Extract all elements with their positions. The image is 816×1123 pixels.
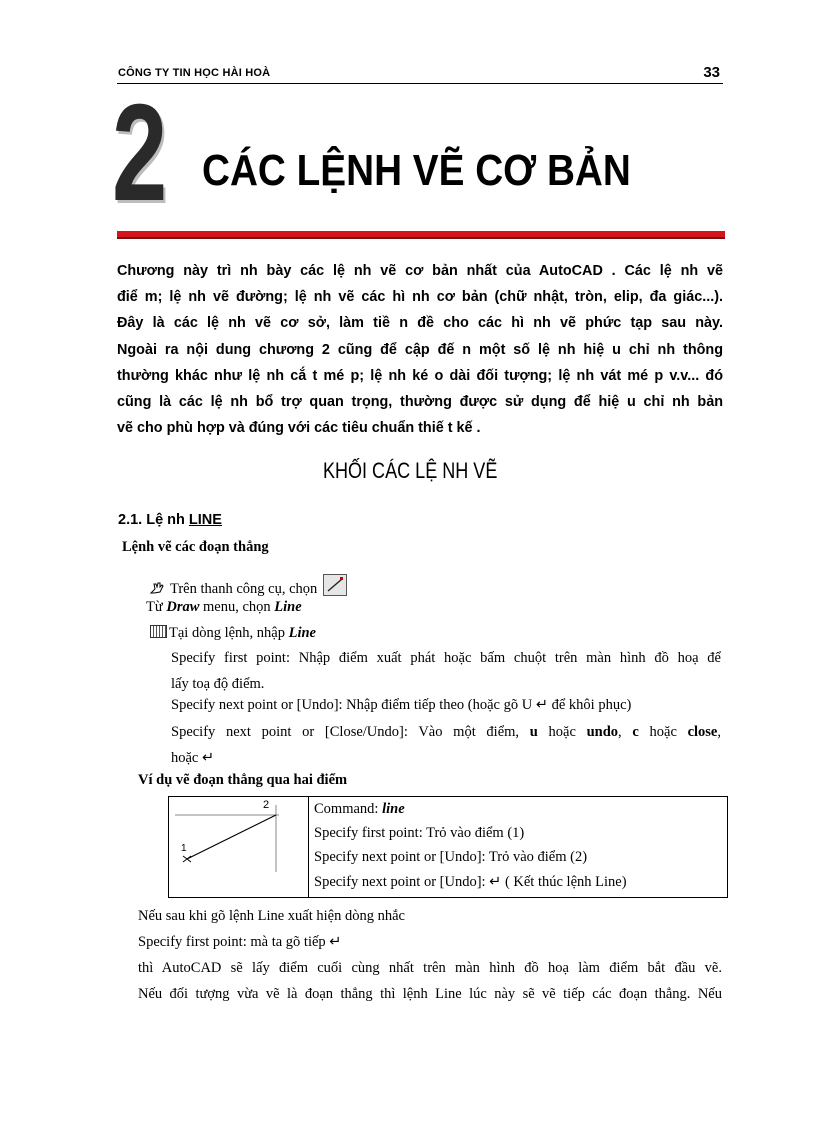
header-divider bbox=[117, 83, 723, 84]
close-u: u bbox=[529, 724, 538, 740]
prompt-first-point bbox=[171, 645, 721, 697]
example-table bbox=[168, 796, 728, 898]
section-prefix: 2.1. Lệ nh bbox=[118, 512, 189, 528]
close-close: close bbox=[687, 724, 718, 740]
intro-line: điể m; lệ nh vẽ đường; lệ nh vẽ các hì nh cơ bản (chữ nhật, tròn, elip, đa giác...). bbox=[117, 289, 723, 306]
example-step: Specify next point or [Undo]: ↵ ( Kết thúc lệnh Line) bbox=[314, 874, 627, 890]
close-or: hoặc bbox=[537, 724, 587, 740]
method-toolbar bbox=[150, 574, 347, 598]
intro-line: Ngoài ra nội dung chương 2 cũng để cập đế n một số lệ nh hiệ u chỉ nh thông bbox=[117, 341, 723, 358]
tail-line: thì AutoCAD sẽ lấy điểm cuối cùng nhất trên màn hình đồ hoạ làm điểm bắt đầu vẽ. bbox=[138, 960, 722, 976]
example-step: Specify next point or [Undo]: Trỏ vào điểm (2) bbox=[314, 849, 588, 865]
line-tool-icon bbox=[323, 574, 347, 596]
cmd-prefix: Command: bbox=[314, 801, 383, 817]
cmdline-prefix: Tại dòng lệnh, nhập bbox=[169, 625, 289, 641]
close-c: c bbox=[632, 724, 639, 740]
cmd-name: line bbox=[382, 801, 405, 817]
example-step: Specify first point: Trỏ vào điểm (1) bbox=[314, 825, 525, 841]
cmdline-command: Line bbox=[288, 625, 316, 641]
prompt-next-point: Specify next point or [Undo]: Nhập điểm tiếp theo (hoặc gõ U ↵ để khôi phục) bbox=[171, 697, 632, 713]
close-end: , bbox=[717, 724, 721, 740]
close-comma: , bbox=[618, 724, 633, 740]
point-label-2: 2 bbox=[263, 799, 270, 811]
chapter-number: 2 bbox=[112, 76, 168, 230]
prompt-line: Specify first point: Nhập điểm xuất phát hoặc bấm chuột trên màn hình đồ hoạ để bbox=[171, 650, 721, 666]
menu-name: Draw bbox=[166, 599, 200, 615]
tail-line: Specify first point: mà ta gõ tiếp ↵ bbox=[138, 934, 342, 950]
prompt-line: hoặc ↵ bbox=[171, 750, 215, 766]
block-title: KHỐI CÁC LỆ NH VẼ bbox=[322, 458, 498, 483]
section-heading bbox=[118, 512, 222, 528]
keyboard-icon bbox=[150, 625, 167, 638]
close-undo: undo bbox=[586, 724, 619, 740]
intro-line: Chương này trì nh bày các lệ nh vẽ cơ bản nhất của AutoCAD . Các lệ nh vẽ bbox=[117, 263, 723, 279]
menu-item: Line bbox=[274, 599, 302, 615]
point-marker-1 bbox=[183, 856, 191, 862]
intro-line: vẽ cho phù hợp và đúng với các tiêu chuẩn thiế t kế . bbox=[117, 420, 481, 437]
point-label-1: 1 bbox=[181, 843, 187, 854]
chapter-title: CÁC LỆNH VẼ CƠ BẢN bbox=[202, 146, 631, 195]
chapter-intro-paragraph bbox=[117, 258, 723, 441]
drawn-segment bbox=[187, 815, 276, 859]
page-number: 33 bbox=[703, 64, 720, 81]
intro-line: Đây là các lệ nh vẽ cơ sở, làm tiề n đề cho các hì nh vẽ phức tạp sau này. bbox=[117, 315, 723, 332]
prompt-line: lấy toạ độ điểm. bbox=[171, 676, 265, 692]
table-divider bbox=[308, 797, 309, 897]
method-toolbar-text: Trên thanh công cụ, chọn bbox=[170, 581, 318, 597]
chapter-title-rule bbox=[117, 231, 725, 239]
header-company-name: CÔNG TY TIN HỌC HÀI HOÀ bbox=[118, 67, 271, 79]
menu-mid: menu, chọn bbox=[199, 599, 275, 615]
tail-line: Nếu đối tượng vừa vẽ là đoạn thẳng thì lệnh Line lúc này sẽ vẽ tiếp các đoạn thẳng. Nếu bbox=[138, 986, 722, 1002]
intro-line: cũng là các lệ nh bổ trợ quan trọng, thường được sử dụng để hiệ u chỉ nh bản bbox=[117, 394, 723, 411]
example-command-line bbox=[314, 800, 405, 818]
menu-prefix: Từ bbox=[146, 599, 167, 615]
close-or: hoặc bbox=[638, 724, 688, 740]
close-text: Specify next point or [Close/Undo]: Vào một điểm, bbox=[171, 724, 530, 740]
section-subtitle: Lệnh vẽ các đoạn thẳng bbox=[122, 539, 269, 555]
method-command-line bbox=[150, 624, 316, 642]
method-menu bbox=[146, 598, 302, 616]
line-example-diagram bbox=[169, 797, 308, 897]
example-title: Ví dụ vẽ đoạn thẳng qua hai điểm bbox=[138, 772, 348, 788]
tail-line: Nếu sau khi gõ lệnh Line xuất hiện dòng nhắc bbox=[138, 908, 405, 924]
prompt-line bbox=[171, 719, 721, 745]
prompt-close-undo bbox=[171, 719, 721, 771]
section-command: LINE bbox=[188, 512, 222, 528]
intro-line: thường khác như lệ nh cắ t mé p; lệ nh ké o dài đối tượng; lệ nh vát mé p v.v... đó bbox=[117, 367, 723, 384]
pointer-hand-icon bbox=[150, 581, 164, 594]
